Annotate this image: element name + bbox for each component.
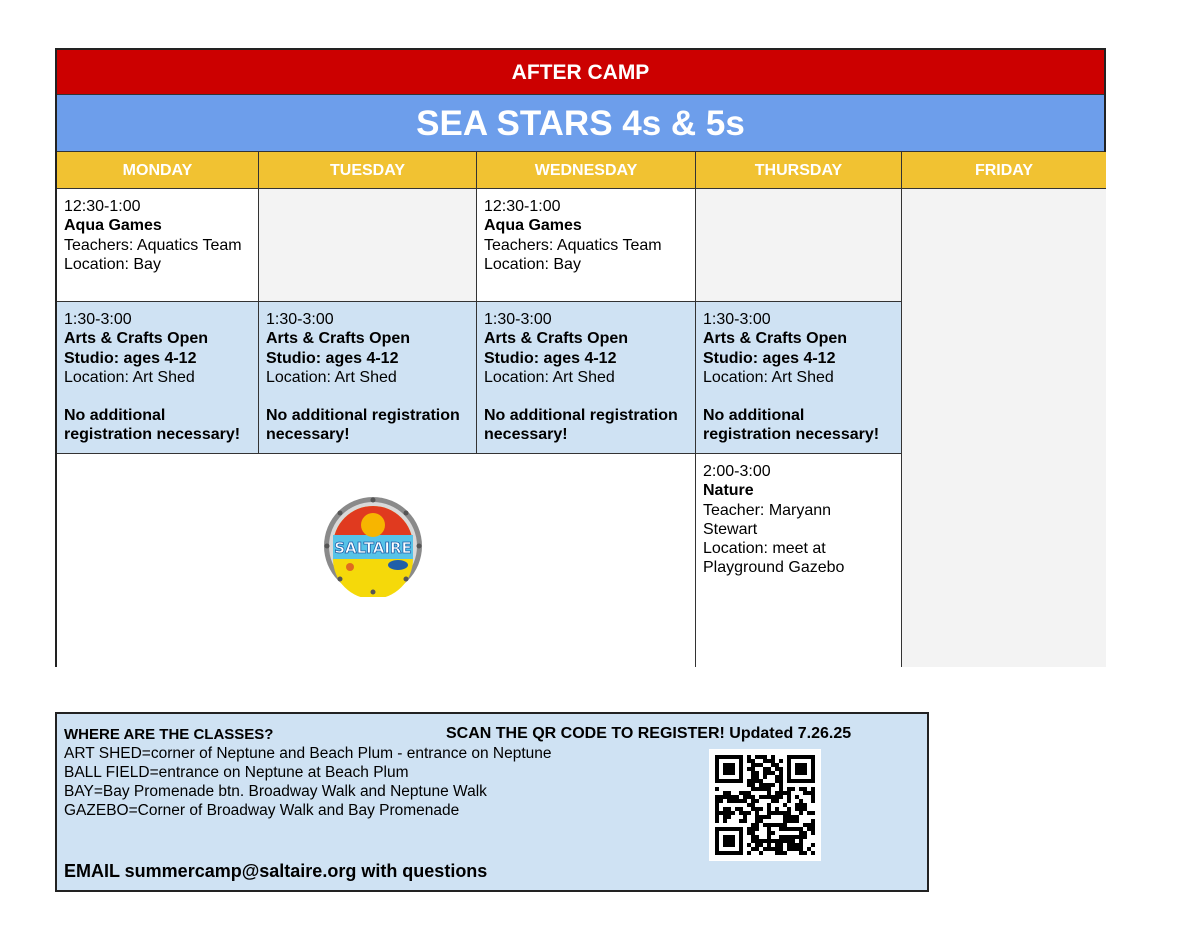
session-time: 1:30-3:00 <box>484 311 552 328</box>
session-teacher-line2: Stewart <box>703 520 758 538</box>
session-time: 2:00-3:00 <box>703 463 771 480</box>
email-contact: EMAIL summercamp@saltaire.org with questions <box>64 861 488 881</box>
session-location-line2: Playground Gazebo <box>703 559 845 577</box>
group-title: SEA STARS 4s & 5s <box>57 95 1104 152</box>
page-title: AFTER CAMP <box>57 50 1104 95</box>
monday-arts-crafts-cell <box>57 302 259 454</box>
saltaire-logo <box>320 495 426 597</box>
session-location: Location: Art Shed <box>703 368 834 386</box>
session-time: 1:30-3:00 <box>64 311 132 328</box>
session-teachers: Teachers: Aquatics Team <box>484 236 662 254</box>
session-name-line1: Arts & Crafts Open <box>484 330 629 348</box>
session-note-line1: No additional registration <box>484 407 678 425</box>
wednesday-arts-crafts-cell <box>477 302 696 454</box>
info-box <box>55 712 929 892</box>
location-ball-field: BALL FIELD=entrance on Neptune at Beach Plum <box>64 764 409 781</box>
session-name: Aqua Games <box>64 217 162 235</box>
wednesday-aqua-games-cell <box>477 189 696 302</box>
session-name: Aqua Games <box>484 217 582 235</box>
session-location: Location: Art Shed <box>266 368 397 386</box>
session-note-line2: registration necessary! <box>64 426 241 444</box>
session-name-line2: Studio: ages 4-12 <box>484 349 617 367</box>
session-location: Location: Bay <box>64 255 161 273</box>
session-note-line2: necessary! <box>484 426 568 444</box>
session-name-line1: Arts & Crafts Open <box>266 330 411 348</box>
session-location: Location: Art Shed <box>484 368 615 386</box>
session-location-line1: Location: meet at <box>703 540 826 558</box>
session-teachers: Teachers: Aquatics Team <box>64 236 242 254</box>
day-header-thursday: THURSDAY <box>696 152 902 189</box>
session-name-line2: Studio: ages 4-12 <box>703 349 836 367</box>
schedule-table <box>55 48 1106 667</box>
session-note-line1: No additional <box>64 407 166 425</box>
tuesday-arts-crafts-cell <box>259 302 477 454</box>
session-time: 1:30-3:00 <box>266 311 334 328</box>
thursday-nature-cell <box>696 454 902 667</box>
location-bay: BAY=Bay Promenade btn. Broadway Walk and Neptune Walk <box>64 783 487 800</box>
session-location: Location: Art Shed <box>64 368 195 386</box>
session-name-line1: Arts & Crafts Open <box>64 330 209 348</box>
session-note-line2: registration necessary! <box>703 426 880 444</box>
session-time: 12:30-1:00 <box>484 198 561 215</box>
monday-aqua-games-cell <box>57 189 259 302</box>
thursday-empty-cell <box>696 189 902 302</box>
session-time: 1:30-3:00 <box>703 311 771 328</box>
session-note-line2: necessary! <box>266 426 350 444</box>
session-name-line2: Studio: ages 4-12 <box>64 349 197 367</box>
session-location: Location: Bay <box>484 255 581 273</box>
session-name-line2: Studio: ages 4-12 <box>266 349 399 367</box>
session-note-line1: No additional registration <box>266 407 460 425</box>
session-note-line1: No additional <box>703 407 805 425</box>
qr-code-icon[interactable] <box>709 749 821 861</box>
tuesday-empty-cell <box>259 189 477 302</box>
location-art-shed: ART SHED=corner of Neptune and Beach Plum - entrance on Neptune <box>64 745 552 762</box>
day-header-friday: FRIDAY <box>902 152 1106 189</box>
thursday-arts-crafts-cell <box>696 302 902 454</box>
day-header-monday: MONDAY <box>57 152 259 189</box>
qr-register-note: SCAN THE QR CODE TO REGISTER! Updated 7.26.25 <box>446 725 852 742</box>
friday-empty-cell <box>902 189 1106 667</box>
day-header-tuesday: TUESDAY <box>259 152 477 189</box>
session-teacher-line1: Teacher: Maryann <box>703 501 832 519</box>
session-name-line1: Arts & Crafts Open <box>703 330 848 348</box>
day-header-wednesday: WEDNESDAY <box>477 152 696 189</box>
session-time: 12:30-1:00 <box>64 198 141 215</box>
session-name: Nature <box>703 482 754 500</box>
location-gazebo: GAZEBO=Corner of Broadway Walk and Bay Promenade <box>64 802 460 819</box>
logo-text: SALTAIRE <box>334 539 412 557</box>
where-heading: WHERE ARE THE CLASSES? <box>64 726 274 743</box>
